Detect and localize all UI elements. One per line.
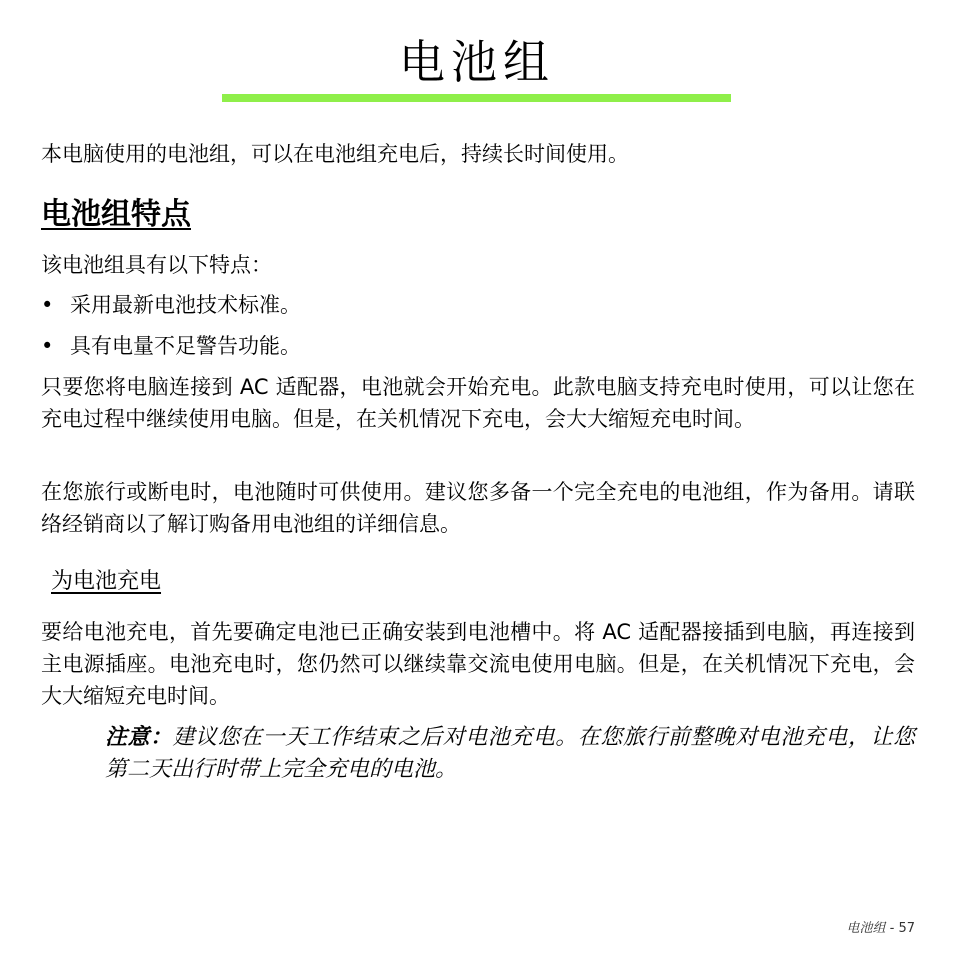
subsection-paragraph: 要给电池充电，首先要确定电池已正确安装到电池槽中。将 AC 适配器接插到电脑，再连接到主电源插座。电池充电时，您仍然可以继续靠交流电使用电脑。但是，在关机情况下充电，会大大缩短充电时间。 — [41, 620, 915, 708]
title-underline-bar — [222, 94, 731, 102]
bullet-icon: • — [41, 334, 54, 358]
list-item-text: 采用最新电池技术标准。 — [70, 293, 301, 317]
bullet-icon: • — [41, 293, 54, 317]
list-item-text: 具有电量不足警告功能。 — [70, 334, 301, 358]
section-paragraph-ac: 只要您将电脑连接到 AC 适配器，电池就会开始充电。此款电脑支持充电时使用，可以让您在充电过程中继续使用电脑。但是，在关机情况下充电，会大大缩短充电时间。 — [41, 375, 915, 431]
note-label: 注意： — [105, 725, 173, 750]
subsection-heading: 为电池充电 — [51, 569, 162, 594]
intro-paragraph: 本电脑使用的电池组，可以在电池组充电后，持续长时间使用。 — [41, 142, 629, 166]
note-block — [105, 722, 915, 786]
section-heading: 电池组特点 — [41, 197, 191, 232]
section-paragraph-travel: 在您旅行或断电时，电池随时可供使用。建议您多备一个完全充电的电池组，作为备用。请联络经销商以了解订购备用电池组的详细信息。 — [41, 480, 915, 536]
page-title: 电池组 — [399, 35, 555, 89]
page-footer — [846, 919, 915, 939]
note-text: 建议您在一天工作结束之后对电池充电。在您旅行前整晚对电池充电，让您第二天出行时带上完全充电的电池。 — [105, 725, 915, 782]
section-lead: 该电池组具有以下特点： — [41, 253, 272, 277]
footer-section-label: 电池组 - — [846, 921, 895, 936]
footer-page-number: 57 — [898, 921, 915, 936]
